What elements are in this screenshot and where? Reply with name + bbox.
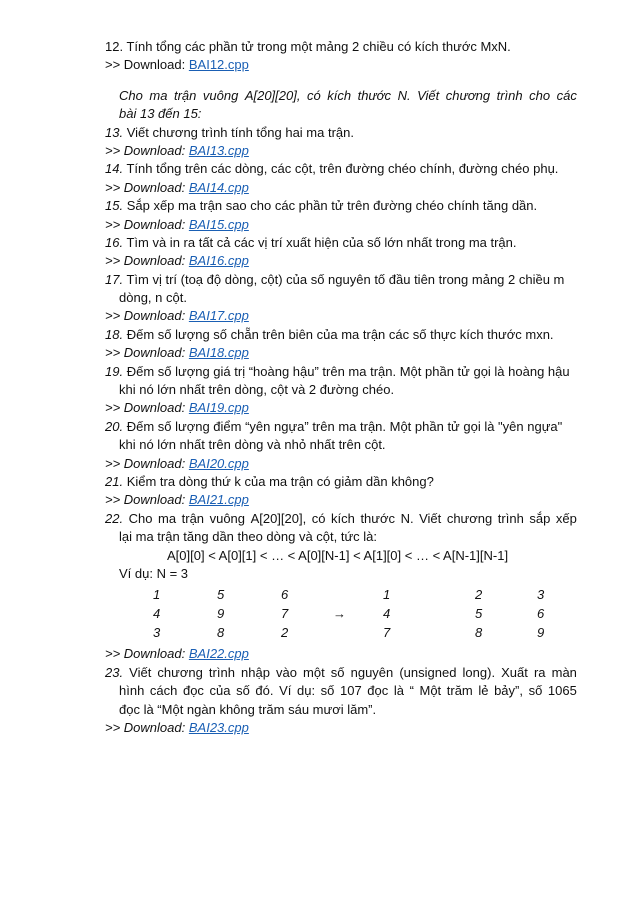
word: số (528, 683, 543, 699)
download-prefix: >> Download: (105, 179, 186, 195)
exercise-22-download (105, 645, 577, 663)
word: xếp (555, 510, 577, 526)
download-link-bai23[interactable]: BAI23.cpp (188, 719, 249, 735)
word: số (320, 683, 335, 699)
download-prefix: >> Download: (105, 216, 186, 232)
output-matrix-cell: 5 (475, 606, 483, 622)
exercise-21-download (105, 491, 577, 509)
word: A[20][20], (244, 87, 301, 103)
download-prefix: >> Download: (105, 57, 186, 73)
download-link-bai12[interactable]: BAI12.cpp (188, 57, 249, 73)
download-link-bai18[interactable]: BAI18.cpp (188, 345, 249, 361)
exercise-description: Tính tổng trên các dòng, các cột, trên đường chéo chính, đường chéo phụ. (126, 161, 559, 177)
download-link-bai14[interactable]: BAI14.cpp (188, 179, 249, 195)
word: Xuất (501, 664, 528, 680)
exercise-number: 23. (105, 664, 124, 680)
word: Viết (417, 87, 440, 103)
word: 1065 (547, 683, 577, 699)
example-matrices (105, 587, 577, 645)
exercise-19-text (105, 363, 577, 381)
word: (unsigned (399, 664, 457, 680)
exercise-19-download (105, 399, 577, 417)
word: ra (533, 664, 546, 680)
word: Ví (279, 683, 292, 699)
output-matrix-cell: 7 (383, 625, 391, 641)
download-prefix: >> Download: (105, 719, 186, 735)
exercise-17-download (105, 307, 577, 325)
exercise-number: 20. (105, 418, 124, 434)
word: chương (445, 87, 491, 103)
word: Viết (419, 510, 442, 526)
download-prefix: >> Download: (105, 142, 186, 158)
word: A[20][20], (250, 510, 307, 526)
word: ma (149, 87, 168, 103)
exercise-number: 18. (105, 326, 124, 342)
word: nhập (241, 664, 270, 680)
word: màn (551, 664, 577, 680)
word: chương (157, 664, 203, 680)
exercise-description: Viết chương trình tính tổng hai ma trận. (126, 124, 354, 140)
word: trình (208, 664, 235, 680)
word: trình (497, 510, 524, 526)
exercise-23-download (105, 719, 577, 737)
exercise-19-continuation: khi nó lớn nhất trên dòng, cột và 2 đường chéo. (119, 382, 395, 398)
word: Một (419, 683, 442, 699)
exercise-number: 14. (105, 161, 124, 177)
word: bảy”, (494, 683, 523, 699)
input-matrix-cell: 3 (153, 625, 161, 641)
word: Viết (129, 664, 152, 680)
download-prefix: >> Download: (105, 400, 186, 416)
word: ma (158, 510, 177, 526)
word: long). (462, 664, 496, 680)
intro-line-2: bài 13 đến 15: (119, 106, 202, 122)
output-matrix-cell: 6 (537, 606, 545, 622)
download-link-bai20[interactable]: BAI20.cpp (188, 455, 249, 471)
exercise-18-download (105, 344, 577, 362)
exercise-description: Đếm số lượng số chẵn trên biên của ma trận các số thực kích thước mxn. (126, 326, 554, 342)
exercise-number: 19. (105, 363, 124, 379)
word: cho (529, 87, 551, 103)
exercise-number: 17. (105, 271, 124, 287)
word: dụ: (296, 683, 316, 699)
word: nguyên (350, 664, 394, 680)
word: các (556, 87, 577, 103)
right-arrow-icon: → (333, 606, 346, 622)
download-prefix: >> Download: (105, 492, 186, 508)
word: 107 (339, 683, 362, 699)
document-page (105, 38, 577, 737)
exercise-12-download (105, 56, 577, 74)
word: N. (400, 510, 414, 526)
input-matrix-cell: 7 (281, 606, 289, 622)
exercise-17-text (105, 271, 577, 289)
exercise-description: Đếm số lượng điểm “yên ngựa” trên ma trận. Một phần tử gọi là "yên ngựa" (126, 418, 563, 434)
output-matrix-cell: 1 (383, 587, 391, 603)
word: thước (360, 510, 396, 526)
word: kích (331, 510, 355, 526)
exercise-13-download (105, 142, 577, 160)
download-prefix: >> Download: (105, 253, 186, 269)
word: trình (496, 87, 523, 103)
download-link-bai17[interactable]: BAI17.cpp (188, 308, 249, 324)
exercise-16-download (105, 252, 577, 270)
word: vào (276, 664, 297, 680)
exercise-23-line-2 (105, 682, 577, 700)
word: vuông (202, 87, 239, 103)
word: một (303, 664, 325, 680)
download-link-bai13[interactable]: BAI13.cpp (188, 142, 249, 158)
input-matrix-cell: 1 (153, 587, 161, 603)
output-matrix-cell: 2 (475, 587, 483, 603)
output-matrix-cell: 4 (383, 606, 391, 622)
exercise-number: 16. (105, 234, 124, 250)
exercise-20-text (105, 418, 577, 436)
exercise-description: Tìm và in ra tất cả các vị trí xuất hiện của số lớn nhất trong ma trận. (126, 234, 517, 250)
output-matrix-cell: 8 (475, 625, 483, 641)
word: lẻ (478, 683, 489, 699)
word: sắp (529, 510, 551, 526)
download-link-bai19[interactable]: BAI19.cpp (188, 400, 249, 416)
word: đó. (255, 683, 274, 699)
input-matrix-cell: 2 (281, 625, 289, 641)
download-link-bai22[interactable]: BAI22.cpp (188, 646, 249, 662)
exercise-14-text (105, 160, 577, 178)
word: N. (397, 87, 411, 103)
word: đọc (367, 683, 389, 699)
word: hình (119, 683, 145, 699)
exercise-15-text (105, 197, 577, 215)
word: trận (173, 87, 197, 103)
intro-line-1 (105, 87, 577, 105)
word: “ (409, 683, 414, 699)
word: chương (446, 510, 493, 526)
input-matrix-cell: 5 (217, 587, 225, 603)
exercise-21-text (105, 473, 577, 491)
exercise-18-text (105, 326, 577, 344)
download-link-bai15[interactable]: BAI15.cpp (188, 216, 249, 232)
download-prefix: >> Download: (105, 646, 186, 662)
exercise-number: 22. (105, 510, 124, 526)
word: số (236, 683, 250, 699)
exercise-number: 15. (105, 198, 124, 214)
output-matrix-cell: 3 (537, 587, 545, 603)
exercise-17-continuation: dòng, n cột. (119, 290, 187, 306)
output-matrix-cell: 9 (537, 625, 545, 641)
word: trăm (446, 683, 473, 699)
exercise-14-download (105, 179, 577, 197)
exercise-22-formula: A[0][0] < A[0][1] < … < A[0][N-1] < A[1][0] < … < A[N-1][N-1] (167, 547, 509, 563)
exercise-23-continuation: đọc là “Một ngàn không trăm sáu mươi lăm”. (119, 701, 377, 717)
word: có (306, 87, 321, 103)
word: vuông (209, 510, 246, 526)
exercise-20-download (105, 455, 577, 473)
word: Cho (128, 510, 153, 526)
input-matrix-cell: 6 (281, 587, 289, 603)
word: Cho (119, 87, 143, 103)
download-prefix: >> Download: (105, 308, 186, 324)
exercise-12-text: 12. Tính tổng các phần tử trong một mảng 2 chiều có kích thước MxN. (105, 39, 511, 54)
exercise-description: Đếm số lượng giá trị “hoàng hậu” trên ma trận. Một phần tử gọi là hoàng hậu (126, 363, 570, 379)
download-link-bai16[interactable]: BAI16.cpp (188, 253, 249, 269)
input-matrix-cell: 4 (153, 606, 161, 622)
exercise-22-text (105, 510, 577, 528)
word: của (209, 683, 231, 699)
exercise-number: 13. (105, 124, 124, 140)
input-matrix-cell: 9 (217, 606, 225, 622)
exercise-description: Kiểm tra dòng thứ k của ma trận có giảm dần không? (126, 473, 434, 489)
word: là (393, 683, 404, 699)
exercise-15-download (105, 216, 577, 234)
word: cách (149, 683, 178, 699)
word: thước (357, 87, 392, 103)
exercise-13-text (105, 124, 577, 142)
exercise-22-example: Ví dụ: N = 3 (119, 565, 189, 581)
word: kích (327, 87, 352, 103)
word: số (330, 664, 345, 680)
word: trận (181, 510, 205, 526)
word: đọc (182, 683, 204, 699)
download-link-bai21[interactable]: BAI21.cpp (188, 492, 249, 508)
word: có (311, 510, 326, 526)
download-prefix: >> Download: (105, 345, 186, 361)
input-matrix-cell: 8 (217, 625, 225, 641)
exercise-22-continuation: lại ma trận tăng dần theo dòng và cột, tức là: (119, 529, 378, 545)
exercise-23-text (105, 664, 577, 682)
download-prefix: >> Download: (105, 455, 186, 471)
exercise-16-text (105, 234, 577, 252)
exercise-description: Sắp xếp ma trận sao cho các phần tử trên đường chéo chính tăng dần. (126, 198, 538, 214)
exercise-20-continuation: khi nó lớn nhất trên dòng và nhỏ nhất trên cột. (119, 437, 386, 453)
exercise-number: 21. (105, 473, 124, 489)
exercise-description: Tìm vị trí (toạ độ dòng, cột) của số nguyên tố đầu tiên trong mảng 2 chiều m (126, 271, 565, 287)
